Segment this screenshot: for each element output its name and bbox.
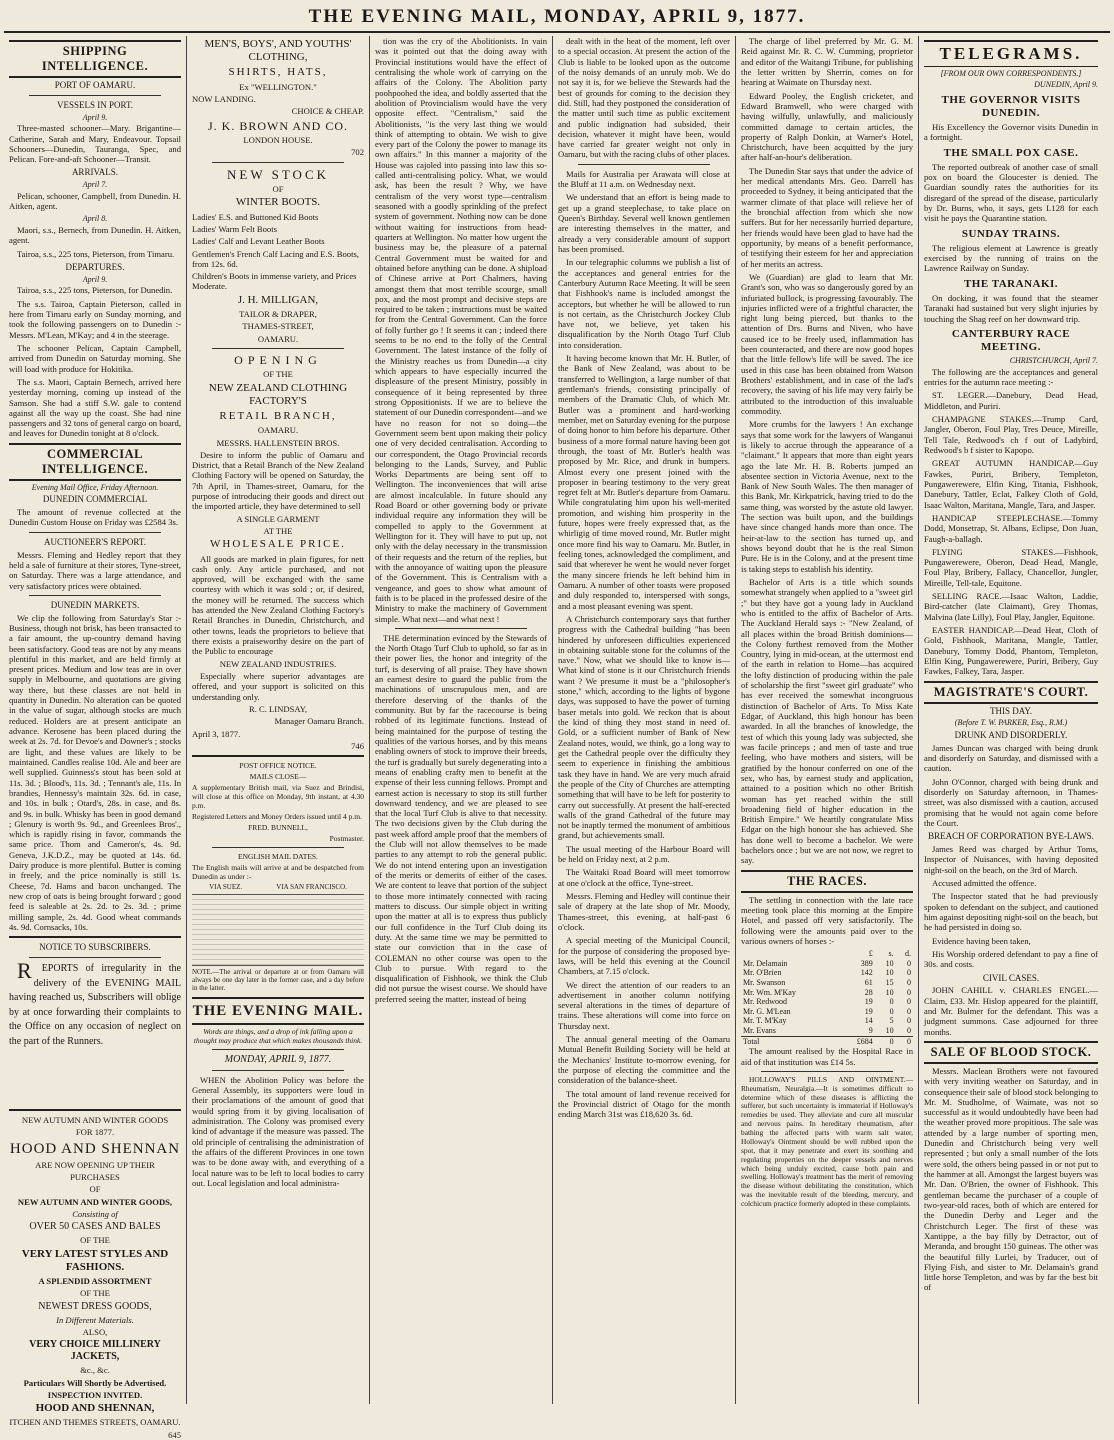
ad-line: A supplementary British mail, via Suez and Brindisi, will close at this office on Monday, 9th instant, at 4.30 p.m.	[192, 783, 364, 811]
ad-line: R. C. LINDSAY,	[248, 703, 308, 714]
ad-line: VERY LATEST STYLES AND FASHIONS.	[21, 1247, 169, 1273]
race-entry: CHAMPAGNE STAKES.—Trump Card, Jangler, Oberon, Foul Play, Tres Deuce, Mireille, Tell Tale, Redwood's ch f out of Ladybird, Redwood's b f sister to Kapopo.	[924, 414, 1098, 456]
ad-line: Manager Oamaru Branch.	[274, 716, 364, 727]
column-6	[919, 36, 1103, 1404]
news-para: dealt with in the heat of the moment, left over to a special occasion. At present the action of the Club is liable to be looked upon as the outcome of the noisy demands of an unruly mob. We do not say it is, for we believe the Stewards had the best of grounds for coming to the decision they did. Still, had they postponed the consideration of the matter until such time as public excitement and public indignation had subsided, their decision, whatever it might have been, would have carried far greater weight not only in Oamaru, but with the racing clubs of other places.	[558, 36, 730, 160]
ad-line: OPENING	[234, 352, 322, 367]
race-entry: SELLING RACE.—Isaac Walton, Laddie, Bird-catcher (late Claimant), Grey Thomas, Malvina (late Lilly), Foul Play, Jangler, Equitone.	[924, 591, 1098, 622]
column-3	[370, 36, 553, 1404]
shipping-para: The s.s. Tairoa, Captain Pieterson, called in here from Timaru early on Sunday morning, and took the following passengers on to Dunedin :- Messrs. M'Lean, M'Kay; and 4 in the steerage.	[9, 298, 181, 340]
ad-line: LONDON HOUSE.	[243, 134, 313, 145]
races-table	[741, 949, 913, 1046]
table-cell: 28	[864, 987, 873, 997]
clothing-factory-ad	[192, 353, 364, 751]
shipping-para: The s.s. Maori, Captain Bernech, arrived here yesterday morning, coming up instead of the Samson. She had a stiff S.W. gale to contend against all the way up the coast. She had nine passengers and 32 tons of general cargo on board, and leaves for Dunedin tonight at 8 o'clock.	[9, 376, 181, 439]
race-entry: ST. LEGER.—Danebury, Dead Head, Middleton, and Puriri.	[924, 390, 1098, 411]
english-mail-dates	[192, 852, 364, 993]
table-cell: 0	[907, 1006, 911, 1016]
table-row	[741, 1036, 913, 1046]
table-row	[741, 968, 913, 978]
table-cell: 0	[907, 958, 911, 968]
table-cell: Mr. Evans	[743, 1026, 776, 1035]
column-2	[187, 36, 370, 1404]
news-para: The religious element at Lawrence is greatly exercised by the running of trains on the Lawrence Railway on Sunday.	[924, 242, 1098, 274]
table-cell: 142	[860, 968, 873, 978]
table-row	[741, 1026, 913, 1036]
ad-line: Particulars Will Shortly be Advertised.	[23, 1377, 167, 1388]
editorial-date: MONDAY, APRIL 9, 1877.	[224, 1053, 332, 1065]
ad-line: OF	[272, 184, 284, 195]
court-para: Accused admitted the offence.	[932, 878, 1037, 889]
news-para: The Dunedin Star says that under the advice of her medical attendants Mrs. Geo. Darrell has proceeded to Sydney, it being anticipated that the warmer climate of that place will relieve her of the bronchial affection from which she now suffers. But for her necessarily hurried departure, her friends would have been glad to have had the opportunity, by means of a benefit performance, of testifying their esteem for her and appreciation of her merits an actress.	[741, 165, 913, 269]
gov-heading: THE GOVERNOR VISITS DUNEDIN.	[941, 93, 1081, 119]
ad-line: NEW AUTUMN AND WINTER GOODS,	[17, 1196, 173, 1207]
table-header-cell	[741, 949, 840, 959]
ad-line: OF THE	[80, 1288, 110, 1299]
ad-line: NOW LANDING.	[192, 93, 256, 104]
blood-stock-heading: SALE OF BLOOD STOCK.	[924, 1041, 1098, 1064]
news-para: His Excellency the Governor visits Dunedin in a fortnight.	[924, 121, 1098, 143]
notice-heading: NOTICE TO SUBSCRIBERS.	[39, 942, 151, 953]
news-para: The total amount of land revenue received for the Provincial district of Otago for the month ending March 31st was £18,620 3s. 6d.	[558, 1088, 730, 1120]
ad-line: A SINGLE GARMENT	[236, 513, 320, 524]
auction-heading: AUCTIONEER'S REPORT.	[44, 536, 146, 547]
ad-line: MAILS CLOSE—	[249, 772, 307, 782]
court-day: THIS DAY.	[989, 705, 1032, 716]
ad-line: RETAIL BRANCH,	[219, 410, 337, 422]
ad-line: NEWEST DRESS GOODS,	[38, 1300, 152, 1312]
evening-mail-banner: THE EVENING MAIL.	[192, 997, 364, 1025]
in-port-text: Three-masted schooner—Mary. Brigantine—Catherine, Sarah and Mary, Endeavour. Topsail Schooners—Dunedin, Tauranga, Spec, and Pelican. Fore-and-aft Schooner—Transit.	[9, 123, 181, 165]
departure-item: Tairoa, s.s., 225 tons, Pieterson, for Dunedin.	[17, 285, 173, 296]
news-para: The charge of libel preferred by Mr. G. M. Reid against Mr. R. C. W. Cumming, proprietor and editor of the Waitangi Tribune, for publishing the letter written by Sherrin, comes on for hearing at Waimate on Thursday next.	[741, 36, 913, 88]
news-para: We understand that an effort is being made to get up a grand steeplechase, to take place on Queen's Birthday. Several well known gentlemen are interesting themselves in the matter, and already a very considerable amount of support has been promised.	[558, 192, 730, 254]
ad-line: OAMARU.	[257, 425, 299, 436]
commercial-sub2: DUNEDIN COMMERCIAL	[42, 494, 148, 505]
news-para: Mails for Australia per Arawata will close at the Bluff at 11 a.m. on Wednesday next.	[558, 168, 730, 190]
auction-text: Messrs. Fleming and Hedley report that they held a sale of furniture at their stores, Tyne-street, on Saturday. There was a large attendance, and very satisfactory prices were obtained.	[9, 549, 181, 591]
ad-line: HOOD AND SHENNAN,	[35, 1402, 155, 1415]
table-cell: £684	[840, 1036, 875, 1046]
table-row	[741, 1016, 913, 1026]
ad-line: NOTE.—The arrival or departure at or from Oamaru will always be one day later in the former case, and a day before in the latter.	[192, 967, 364, 993]
holloway-ad: HOLLOWAY'S PILLS AND OINTMENT.—Rheumatism, Neuralgia.—It is sometimes difficult to determine which of these diseases is afflicting the sufferer, but such uncertainty is immaterial if Holloway's remedies be used. They alleviate and cure all muscular and nervous pains. In hereditary rheumatism, after bathing the affected parts with warm salt water, Holloway's Ointment should be well rubbed upon the spot, that it may penetrate and exert its soothing and regulating properties on the deeper vessels and nerves which being unduly excited, cause both pain and swelling. Holloway's treatment has the merit of removing the disease without debilitating the constitution, which was the inevitable result of the bleeding, mercury, and colchicum practice formerly adopted in these complaints.	[741, 1074, 913, 1209]
table-cell: 0	[896, 1036, 913, 1046]
columns	[4, 36, 1110, 1440]
commercial-heading: COMMERCIAL INTELLIGENCE.	[9, 443, 181, 481]
ad-line: Especially where superior advantages are offered, and your support is solicited on this understanding only.	[192, 670, 364, 702]
departures-heading: DEPARTURES.	[65, 261, 125, 272]
ad-line: Ladies' Warm Felt Boots	[192, 223, 277, 234]
table-cell: 9	[868, 1026, 873, 1035]
ad-line: ALSO,	[82, 1326, 108, 1337]
table-row	[741, 1007, 913, 1017]
ad-line: April 3, 1877.	[192, 728, 241, 739]
news-para: Bachelor of Arts is a title which sounds somewhat strangely when applied to a "sweet girl ;" but they have got a young lady in Auckland who is entitled to the affix of Bachelor of Arts. The Auckland Herald says :- "New Zealand, of all places within the broad British dominions—the Colony furthest removed from the Mother Country, lying in mid-ocean, at the uttermost end of the earth in relation to Home—has acquired the lofty distinction of producing within the pale of scholarship the first "sweet girl graduate" who has ever received the somewhat incongruous distinction of Bachelor of Arts. To Miss Kate Edgar, of Auckland, this high honour has been awarded. In all the branches of knowledge, the test of which this young lady was subjected, she was facile princeps ; and men of taste and true feeling, who have mothers and sisters, will be gratified by the honour conferred on one of the sex, who has, by earnest study and application, attained to a position which no other British woman has yet reached within the still broadening field of higher education in the British Empire." We heartily congratulate Miss Edgar on the high honour she has achieved. She has done well to become a bachelor. We were bachelors once ; but we are not now, we regret to say.	[741, 576, 913, 866]
markets-heading: DUNEDIN MARKETS.	[50, 599, 140, 610]
ad-line: A SPLENDID ASSORTMENT	[38, 1275, 152, 1286]
news-para: The usual meeting of the Harbour Board will be held on Friday next, at 2 p.m.	[558, 843, 730, 865]
court-para: His Worship ordered defendant to pay a fine of 30s. and costs.	[924, 948, 1098, 970]
ad-line: All goods are marked in plain figures, for nett cash only. Any article purchased, and not approved, will be exchanged with the same courtesy with which it was sold ; or, if desired, the money will be returned. The success which has attended the New Zealand Clothing Factory's Retail Branches in Dunedin, Christchurch, and other towns, leads the proprietors to believe that there exists a praiseworthy desire on the part of the Public to encourage	[192, 553, 364, 657]
news-para: In our telegraphic columns we publish a list of the acceptances and general entries for the Canterbury Autumn Race Meeting. It will be seen that Fishhook's name is included amongst the acceptors, but whether he will be allowed to run is not certain, as the Christchurch Jockey Club have not, we believe, yet taken his disqualification by the North Otago Turf Club into consideration.	[558, 257, 730, 350]
table-cell: 5	[889, 1016, 894, 1026]
ad-line: ENGLISH MAIL DATES.	[238, 852, 318, 862]
telegrams-date: DUNEDIN, April 9.	[1034, 79, 1098, 89]
table-cell: 10	[885, 958, 894, 968]
ad-line: NEW ZEALAND CLOTHING FACTORY'S	[208, 381, 348, 407]
ad-line: MESSRS. HALLENSTEIN BROS.	[216, 437, 340, 448]
ad-line: OVER 50 CASES AND BALES	[29, 1221, 161, 1233]
race-entry: HANDICAP STEEPLECHASE.—Tommy Dodd, Monsetrap, St. Albans, Eclipse, Don Juan, Faugh-a-ballagh.	[924, 512, 1098, 544]
commercial-text: The amount of revenue collected at the Dunedin Custom House on Friday was £2584 3s.	[9, 507, 181, 528]
table-row	[741, 978, 913, 988]
hood-shennan-ad	[9, 1115, 181, 1440]
pox-heading: THE SMALL POX CASE.	[943, 146, 1079, 159]
news-para: The Waitaki Road Board will meet tomorrow at one o'clock at the office, Tyne-street.	[558, 867, 730, 888]
table-cell: Mr. Wm. M'Kay	[743, 987, 796, 997]
shipping-para: The schooner Pelican, Captain Campbell, arrived from Dunedin on Saturday morning. She will load with produce for Hokitika.	[9, 342, 181, 374]
ad-line: TAILOR & DRAPER,	[239, 308, 317, 319]
table-cell: Mr. G. M'Lean	[743, 1006, 791, 1016]
table-cell: 0	[875, 1036, 896, 1046]
news-para: The following are the acceptances and general entries for the autumn race meeting :-	[924, 366, 1098, 388]
court-para: James Duncan was charged with being drunk and disorderly on Saturday, and dismissed with a caution.	[924, 742, 1098, 774]
shipping-heading: SHIPPING INTELLIGENCE.	[9, 40, 181, 78]
ad-line: Children's Boots in immense variety, and Prices Moderate.	[192, 271, 357, 292]
magistrate-heading: MAGISTRATE'S COURT.	[924, 681, 1098, 704]
notice-text: REPORTS of irregularity in the delivery of the EVENING MAIL having reached us, Subscribers will oblige by at once forwarding their complaints to the Office on any occasion of neglect on the part of the Runners.	[9, 958, 181, 1047]
table-cell: 0	[907, 978, 911, 988]
table-row	[741, 997, 913, 1007]
news-para: Edward Pooley, the English cricketer, and Edward Bramwell, who were charged with having wilfully, unlawfully, and maliciously committed damage to certain articles, the property of Ralph Donkin, at Warner's Hotel, Christchurch, have been acquitted by the jury after half-an-hour's deliberation.	[741, 90, 913, 163]
table-cell: 61	[864, 978, 873, 988]
table-cell: 0	[907, 968, 911, 978]
ad-number: 645	[168, 1429, 181, 1440]
table-cell: 0	[907, 987, 911, 997]
ad-line: NEW AUTUMN AND WINTER GOODS	[21, 1115, 169, 1126]
race-entry: FLYING STAKES.—Fishhook, Pungawerewere, Oberon, Dead Head, Mangle, Foul Play, Bribery, Fallacy, Chancellor, Jungler, Mireille, Tell-tale, Equitone.	[924, 546, 1098, 588]
table-row	[741, 959, 913, 969]
ad-line: Ladies' Calf and Levant Leather Boots	[192, 236, 325, 247]
table-cell: 389	[860, 958, 873, 968]
ad-line: J. K. BROWN AND CO.	[207, 118, 348, 133]
editorial-para: tion was the cry of the Abolitionists. In vain was it pointed out that the doing away with Provincial institutions would have the effect of centralising the whole work of carrying on the affairs of the Colony. The Abolition party poohpoohed the idea, and boldly asserted that the abolition of Provincialism would have the very opposite effect. "Centralism," said the Abolitionists, "is the very last thing we would think of attempting to obtain. We wish to give every part of the Colony the power to manage its own affairs." In this manner a majority of the House was cajoled into passing into law this so-called anti-centralising policy. What, we would ask, has been the result ? Why, we have centralism of the very worst type—centralism seasoned with a goodly sprinkling of the prefect system of government. Nothing now can be done without waiting for instructions from head-quarters at Wellington. No matter how urgent the business may be, the pleasure of a paternal Central Government must be waited for and obtained before anything can be done. A shipload of Chinese arrive at Port Chalmers, having amongst them that most terrible scourge, small pox, and the most prompt and decisive steps are required to be taken ; instructions must be waited for from the Central Government. Can the force of folly further go ! It seems it can ; indeed there seems to be no end to the folly of the Central Government. The latest instance of the folly of the Ministry reaches us from Dunedin—a city which appears to have especially incurred the displeasure of the present Ministry, possibly in consequence of it being represented by three strong Oppositionists. If we are to believe the statement of our Dunedin correspondent—and we have no reason for not so doing—the Government seem bent upon making their policy one of very decided centralisation. According to our correspondent, the Otago Provincial records belonging to the Lands, Survey, and Public Works Departments are being sent off to Wellington. The inconveniences that will arise are almost incalculable. In future should any Road Board or other governing body or private individual require any information they will be compelled to apply to the Government at Wellington for it. They will have to put up, not only with the delay necessary in the transmission of their requests and the return of the replies, but with the annoyance of waiting upon the pleasure of the Government. This is Centralism with a vengeance, and goes to show what amount of faith is to be placed in the professed desire of the Ministry to make the machinery of Government simple. What next—and what next !	[375, 36, 547, 624]
table-cell: Mr. Delamain	[743, 958, 788, 968]
ad-line: &c., &c.	[80, 1365, 110, 1376]
ad-line: Gentlemen's French Calf Lacing and E.S. Boots, from 12s. 6d.	[192, 248, 359, 269]
table-cell: Mr. Redwood	[743, 997, 787, 1007]
table-cell: Total	[741, 1036, 840, 1046]
ad-line: VERY CHOICE MILLINERY JACKETS,	[29, 1339, 161, 1363]
court-para: JOHN CAHILL v. CHARLES ENGEL.—Claim, £33. Mr. Hislop appeared for the plaintiff, and Mr. Bulmer for the defendant. This was a judgment summons. Case adjourned for three months.	[924, 985, 1098, 1037]
mail-dates-table	[192, 894, 364, 966]
date-label: April 9.	[82, 274, 108, 284]
dateline: CHRISTCHURCH, April 7.	[1009, 356, 1098, 366]
table-header-cell: £	[868, 949, 873, 959]
ad-line: INSPECTION INVITED.	[47, 1389, 143, 1400]
telegrams-heading: TELEGRAMS.	[924, 40, 1098, 67]
canterbury-heading: CANTERBURY RACE MEETING.	[951, 327, 1071, 354]
table-cell: 15	[885, 978, 894, 988]
news-para: We direct the attention of our readers to an advertisement in another column notifying several alterations in the times of departure of trains. These alterations will come into force on Thursday next.	[558, 979, 730, 1031]
table-cell: 0	[907, 1016, 911, 1026]
ad-line: Ladies' E.S. and Buttoned Kid Boots	[192, 211, 319, 222]
table-cell: Mr. Swanson	[743, 978, 786, 988]
court-para: The Inspector stated that he had previously spoken to defendant on the subject, and cautioned him against depositing night-soil on the beach, but he had persisted in doing so.	[924, 891, 1098, 933]
ad-line: OAMARU.	[257, 333, 299, 344]
ad-line: WINTER BOOTS.	[235, 196, 321, 209]
arrival-item: Tairoa, s.s., 225 tons, Pieterson, from Timaru.	[17, 248, 175, 259]
news-para: A Christchurch contemporary says that further progress with the Cathedral building "has been hindered by unforeseen difficulties experienced in obtaining suitable stone for the columns of the nave." Now, what we should like to know is—What kind of stone is it our Christchurch friends want ? We presume it must be a "philosopher's stone," which, according to the lights of bygone days, was supposed to have the power of turning baser metals into gold. We reckon that is about the kind of thing they most stand in need of. Gold, or a sufficient number of Bank of New Zealand notes, would, we think, go a long way to get the Cathedral people over the difficulty they seem to experience in finishing the ambitious task they have in hand. We are very much afraid the people of the City of Churches are attempting something that will have to be left for posterity to carry out successfully. At present the half-erected walls of the grand Cathedral of the future may not be inaptly termed the monument of ambitious grand, but achievements small.	[558, 613, 730, 841]
port-heading: PORT OF OAMARU.	[54, 80, 136, 90]
ad-line: Postmaster.	[329, 834, 364, 844]
in-port-heading: VESSELS IN PORT.	[56, 99, 134, 110]
table-cell: 0	[889, 1006, 894, 1016]
table-heading: VIA SAN FRANCISCO.	[276, 883, 347, 892]
ad-line: OF THE	[80, 1235, 110, 1246]
ad-line: PURCHASES	[70, 1172, 120, 1183]
race-entry: EASTER HANDICAP.—Dead Heat, Cloth of Gold, Fishhook, Maritana, Mangle, Tattler, Danebury, Tommy Dodd, Phantom, Templeton, Elfin King, Pungawerewere, Puriri, Bribery, Guy Fawkes, Falkey, Tara, Jasper.	[924, 625, 1098, 677]
table-cell: 19	[864, 997, 873, 1007]
ad-line: MEN'S, BOYS', AND YOUTHS' CLOTHING,	[204, 38, 352, 64]
table-cell: 10	[885, 987, 894, 997]
table-header-cell: s.	[888, 949, 894, 959]
masthead: THE EVENING MAIL, MONDAY, APRIL 9, 1877.	[4, 4, 1110, 33]
sunday-heading: SUNDAY TRAINS.	[961, 227, 1061, 240]
markets-text: We clip the following from Saturday's Star :- Business, though not brisk, has been transacted to a fair amount, the up-country demand having been satisfactory. Good teas are not by any means plentiful in this market, and are held firmly at present prices. Medium and low teas are in over supply in Melbourne, and quotations are giving way there, but these classes are not held in quantity in Dunedin. No alteration can be quoted in the value of sugar, although stocks are much reduced. Holders are at present anticipate an advance. Kerosene has been placed during the week at 2s. 7d. for Devoe's and Downer's ; stocks are light, and these values are likely to be maintained. Candles realise 10d. Ale and beer are well supplied. Guinness's stout has been sold at 11s. 3d. ; Blood's, 11s. 3d. ; Tennant's ale, 11s. In brandies, Hennessy's maintain 32s. 6d. in case, and 10s. in bulk ; Otard's, 28s. in case, and 8s. and 9s. in bulk. Whisky has been in good demand ; Glenury is worth 9s. 9d., and Greenlees Bros'., which is rapidly rising in favor, commands the same price. Thom and Cameron's, 4s. 9d. Geneva, J.K.D.Z., may be quoted at 14s. 6d. Dairy produce is more plentiful. Butter is coming in freely, and the price nominally is still 1s. Cheese, 7d. Hams and bacon unchanged. The new crop of oats is being brought forward ; good feed is saleable at 2s. 2d. to 2s. 3d. ; prime milling sample, 2s. 4d. Good wheat commands 4s. 9d. Cornsacks, 10s.	[9, 612, 181, 932]
ad-line: FRED. BUNNELL,	[248, 823, 308, 833]
date-label: April 7.	[82, 180, 108, 190]
news-para: The reported outbreak of another case of small pox on board the Gloucester is denied. The Guardian soundly rates the authorities for its disregard of the spread of the disease, particularly by Dr. Burns, who, it says, gets L128 for each visit he pays the Quarantine station.	[924, 161, 1098, 224]
news-para: We (Guardian) are glad to learn that Mr. Grant's son, who was so dangerously gored by an infuriated bullock, is progressing favourably. The injuries inflicted were of a frightful character, the right lung being pierced, but thanks to the attention of Drs. Burns and Niven, who have caused ice to be freely used, inflammation has been counteracted, and there are now good hopes that the little fellow's life will be saved. The ice used in this case has been obtained from Watson Brothers' establishment, and in case of the lad's recovery, the saving of his life may very fairly be attributed to the introduction of this invaluable commodity.	[741, 271, 913, 416]
court-before: (Before T. W. PARKER, Esq., R.M.)	[954, 718, 1068, 728]
post-office-notice	[192, 761, 364, 843]
ad-line: WHOLESALE PRICE.	[210, 538, 346, 551]
editorial-para: THE determination evinced by the Stewards of the North Otago Turf Club to uphold, so far as in their power lies, the honor and integrity of the turf, is deserving of all praise. They have shown an earnest desire to guard the public from the machinations of unscrupulous men, and are therefore deserving of the thanks of the community. But by far the racecourse is being robbed of its legitimate functions. Instead of being maintained for the purpose of testing the qualities of the various horses, and by this means enabling owners of stock to improve their breeds, the turf is gradually but surely degenerating into a means of enabling crafty men to benefit at the expense of their less cunning fellows. Prompt and earnest action is necessary to stop its still further downward tendency, and we are pleased to see that the local Turf Club is alive to that necessity. The two decisions given by the Club during the past week afford ample proof that the members of the Club will not allow themselves to be made parties to any attempt to rob the general public. We do not intend entering upon an investigation of the merits or demerits of either of the cases. We are content to leave that portion of the subject to those more intimately connected with racing matters to discuss. Our simple object in writing upon the matter at all is to express thus publicly our full confidence in the Turf Club doing its duty. At the same time we may be permitted to state our conviction that in the case of COLEMAN no other course was open to the Club to pursue. With regard to the disqualification of Fishhook, we think the Club did not pursue the wisest course. We should have preferred seeing the matter, instead of being	[375, 632, 547, 1004]
arrival-item: Maori, s.s., Bernech, from Dunedin. H. Aitken, agent.	[9, 225, 181, 246]
telegrams-sub: [FROM OUR OWN CORRESPONDENTS.]	[940, 69, 1082, 79]
ad-line: SHIRTS, HATS,	[228, 66, 328, 79]
court-para: James Reed was charged by Arthur Toms, Inspector of Nuisances, with having deposited night-soil on the beach, on the 3rd of March.	[924, 844, 1098, 875]
news-para: It having become known that Mr. H. Butler, of the Bank of New Zealand, was about to be transferred to Wellington, a large number of that gentleman's friends, consisting principally of members of the Dramatic Club, of which Mr. Butler was a prominent and hard-working member, met on Saturday evening for the purpose of doing honor to him before his departure. Other business of a more formal nature having been got through, the toast of Mr. Butler's health was proposed by Mr. Rice, and drunk in bumpers. Almost every one present joined with the proposer in bearing testimony to the very great regret felt at Mr. Butler's departure from Oamaru. While congratulating him upon his well-merited promotion, and wishing him prosperity in the future, hopes were freely expressed that, as the whirligig of time moved round, Mr. Butler might once more find his way to Oamaru. Mr. Butler, in feeling tones, acknowledged the compliment, and said that wherever he went he would never forget the many sincere friends he left behind him in Oamaru. A number of other toasts were proposed and duly responded to, interspersed with songs, and a most pleasant evening was spent.	[558, 353, 730, 611]
column-4	[553, 36, 736, 1404]
court-subheading: DRUNK AND DISORDERLY.	[954, 730, 1068, 740]
table-cell: 19	[864, 1006, 873, 1016]
winter-boots-ad	[192, 167, 364, 344]
table-cell: 14	[864, 1016, 873, 1026]
table-cell: Mr. O'Brien	[743, 968, 782, 978]
ad-line: FOR 1877.	[75, 1127, 115, 1138]
date-label: April 9.	[82, 112, 108, 122]
table-cell: 0	[889, 997, 894, 1007]
table-heading: VIA SUEZ.	[209, 883, 243, 892]
news-para: On docking, it was found that the steamer Taranaki had sustained but very slight injuries by touching the Shag reef on her downward trip.	[924, 292, 1098, 324]
motto: Words are things, and a drop of ink falling upon a thought may produce that which makes thousands think.	[193, 1026, 363, 1045]
ad-line: In Different Materials.	[56, 1314, 134, 1325]
races-after: The amount realised by the Hospital Race in aid of that institution was £14 5s.	[741, 1046, 913, 1067]
news-para: Messrs. Fleming and Hedley will continue their sale of drapery at the late shop of Mr. Moody, Thames-street, this evening, at half-past 6 o'clock.	[558, 891, 730, 932]
table-cell: 10	[885, 1026, 894, 1035]
races-text: The settling in connection with the late race meeting took place this morning at the Empire Hotel, and passed off very satisfactorily. The following were the amounts paid over to the various owners of horses :-	[741, 894, 913, 946]
ad-line: POST OFFICE NOTICE.	[239, 761, 317, 771]
date-label: April 8.	[82, 214, 108, 224]
ad-line: Registered Letters and Money Orders issued until 4 p.m.	[192, 812, 362, 822]
table-header-cell: d.	[905, 949, 911, 959]
ad-number: 746	[351, 740, 364, 751]
court-subheading: BREACH OF CORPORATION BYE-LAWS.	[928, 831, 1094, 842]
news-para: A special meeting of the Municipal Council, for the purpose of considering the proposed bye-laws, will be held this evening at the Council Chambers, at 7.15 o'clock.	[558, 935, 730, 977]
column-5	[736, 36, 919, 1404]
table-cell: 0	[907, 997, 911, 1007]
newspaper-page	[4, 4, 1110, 1440]
ad-line: NEW STOCK	[227, 166, 329, 182]
ad-line: Ex "WELLINGTON."	[239, 81, 317, 92]
ad-line: ITCHEN AND THEMES STREETS, OAMARU.	[9, 1417, 181, 1428]
ad-line: CHOICE & CHEAP.	[291, 106, 364, 117]
race-entry: GREAT AUTUMN HANDICAP.—Guy Fawkes, Puriri, Bribery, Templeton, Pungawerewere, Elfin King, Titania, Fishhook, Danebury, Tattler, Eclat, Falkey Cloth of Gold, Isaac Walton, Maritana, Mangle, Tara, and Jasper.	[924, 458, 1098, 510]
court-para: John O'Connor, charged with being drunk and disorderly on Saturday afternoon, in Thames-street, was also dismissed with a caution, accused promising that he would not again come before the Court.	[924, 776, 1098, 828]
ad-line: ARE NOW OPENING UP THEIR	[35, 1159, 155, 1170]
table-cell: 0	[907, 1026, 911, 1035]
news-para: More crumbs for the lawyers ! An exchange says that some work for the lawyers of Wanganui is likely to accrue through the appearance of a "claimant." It appears that more than eight years ago the late Mr. H. B. Roberts jumped an absentee section in Victoria Avenue, next to the Bank of New South Wales. The then manager of this Bank, Mr. Kirkpatrick, having tried to do the same thing, was worsted by the astute old lawyer. The section was built upon, and the buildings have since changed hands more than once. The heir-at-law to the section has turned up, and shows beyond doubt that he is the real Simon Pure. He is in the Colony, and at the present time is taking steps to establish his identity.	[741, 419, 913, 574]
ad-line: THAMES-STREET,	[242, 321, 314, 332]
brown-clothing-ad	[192, 38, 364, 158]
arrivals-heading: ARRIVALS.	[71, 167, 119, 178]
court-para: Evidence having been taken,	[932, 935, 1031, 946]
ad-line: Desire to inform the public of Oamaru and District, that a Retail Branch of the New Zealand Clothing Factory will be opened on Saturday, the 7th April, in Thames-street, Oamaru, for the purpose of introducing their goods and direct out the imported article, they have determined to sell	[192, 449, 364, 512]
column-1	[4, 36, 187, 1440]
commercial-sub: Evening Mail Office, Friday Afternoon.	[31, 482, 159, 492]
ad-line: HOOD AND SHENNAN	[9, 1140, 181, 1157]
taranaki-heading: THE TARANAKI.	[963, 277, 1059, 290]
arrival-item: Pelican, schooner, Campbell, from Dunedin. H. Aitken, agent.	[9, 190, 181, 212]
table-cell: 10	[885, 968, 894, 978]
table-row	[741, 988, 913, 998]
table-cell: Mr. T. M'Kay	[743, 1016, 787, 1026]
ad-line: AT THE	[263, 526, 293, 536]
ad-line: OF THE	[263, 369, 293, 380]
news-para: The annual general meeting of the Oamaru Mutual Benefit Building Society will be held at the Mechanics' Institute to-morrow evening, for the purpose of electing the committee and the consideration of the balance-sheet.	[558, 1034, 730, 1086]
ad-line: NEW ZEALAND INDUSTRIES.	[219, 658, 337, 669]
editorial-para: WHEN the Abolition Policy was before the General Assembly, its supporters were loud in their proclamations of the amount of good that would spring from it by giving localisation of administration. The Colony was promised every kind of advantage if the measure was passed. The old principle of centralising the administration of the affairs of the different Provinces in one town was to be done away with, and everything of a local nature was to be left to local bodies to carry out. Local legislation and local administra-	[192, 1074, 364, 1188]
ad-line: J. H. MILLIGAN,	[237, 293, 319, 306]
court-subheading: CIVIL CASES.	[982, 972, 1040, 983]
ad-line: The English mails will arrive at and be despatched from Dunedin as under :-	[192, 863, 364, 882]
ad-line: OF	[89, 1184, 101, 1195]
ad-line: Consisting of	[72, 1208, 118, 1219]
races-heading: THE RACES.	[741, 870, 913, 893]
ad-number: 702	[351, 147, 364, 158]
news-para: Messrs. Maclean Brothers were not favoured with very inviting weather on Saturday, and in consequence their sale of blood stock belonging to Mr. M. Studholme, of Waimate, was not so successful as it would undoubtedly have been had the weather proved more propitious. The sale was attended by a large number of sporting men, Dunedin and Christchurch being very well represented ; but only a small number of the lots were sold, the others being passed in or not put to the hammer at all. Amongst the largest buyers was Mr. Dan. O'Brien, the owner of Fishhook. This gentleman became the purchaser of a couple of two-year-old races, both of which are entered for the Dunedin Derby and Leger and the Christchurch Leger. The first of these was Xantippe, a the bay filly by Detractor, out of Meranda, and brought 150 guineas. The other was the beautiful filly Lurlei, by Traducer, out of Flying Fish, and sister to Mr. Delamain's grand little horse Templeton, and was by far the best bit of	[924, 1065, 1098, 1293]
